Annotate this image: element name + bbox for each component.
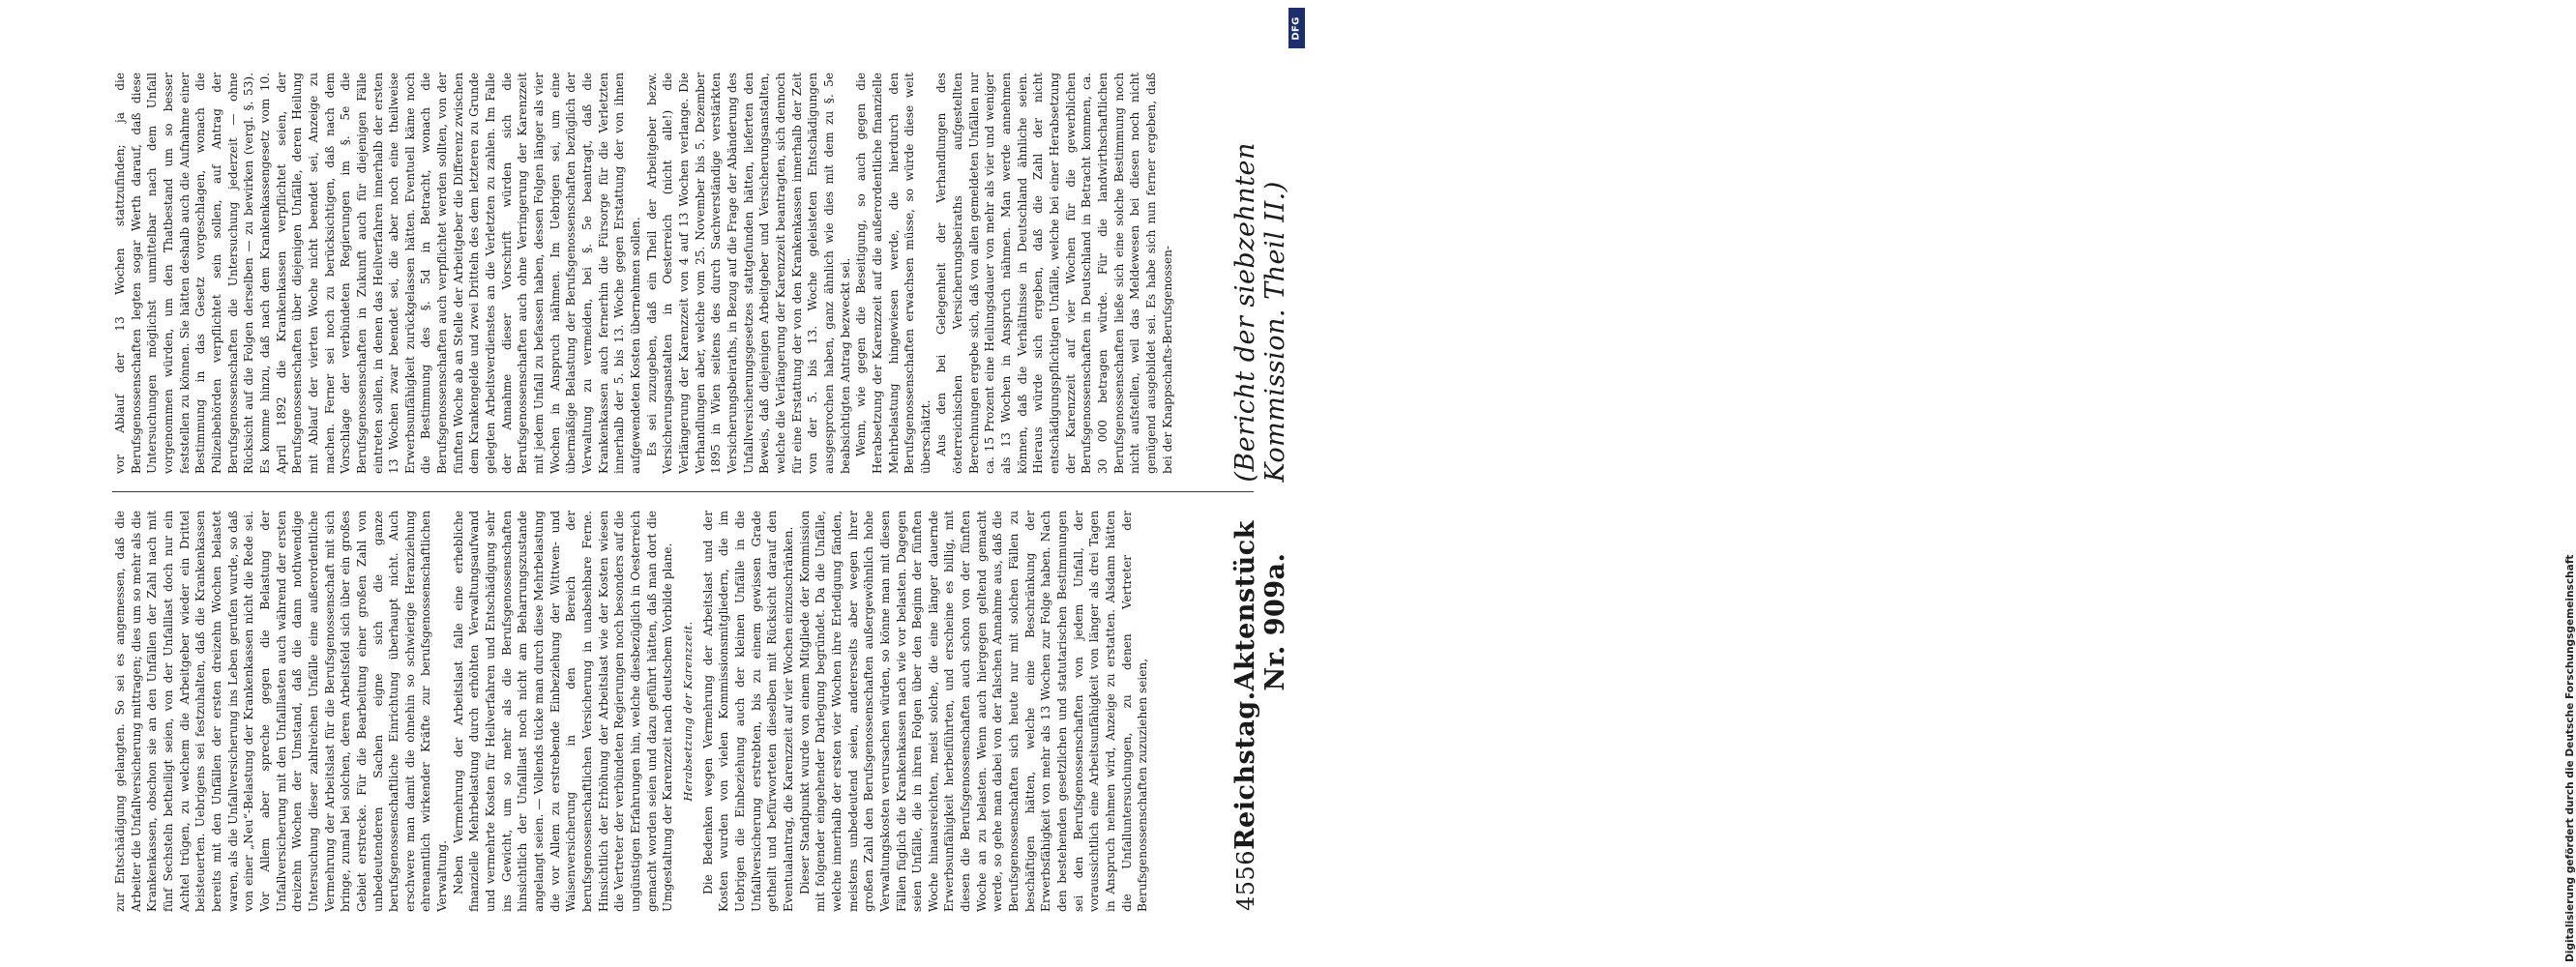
paragraph: Es sei zuzugeben, daß ein Theil der Arbeitgeber bezw. Versicherungsanstalten in Oesterreich (nicht alle!) die Verlängerung der Karenzzeit von 4 auf 13 Wochen verlange. Die Verhandlungen aber, welche vom 25. November bis 5. Dezember 1895 in Wien seitens des durch Sachverständige verstärkten Versicherungsbeiraths, in Bezug auf die Frage der Abänderung des Unfallversicherungsgesetzes stattgefunden hätten, lieferten den Beweis, daß diejenigen Arbeitgeber und Versicherungsanstalten, welche die Verlängerung der Karenzzeit beantragten, sich dennoch für eine Erstattung der von den Krankenkassen innerhalb der Zeit von der 5. bis 13. Woche geleisteten Entschädigungen ausgesprochen haben, ganz ähnlich wie dies mit dem zu §. 5e beabsichtigten Antrag bezweckt sei. <box>644 73 852 474</box>
paragraph: zur Entschädigung gelangten. So sei es angemessen, daß die Arbeiter die Unfallversicherung mittragen; dies um so mehr als die Krankenkassen, obschon sie an den Unfällen der Zahl nach mit fünf Sechsteln betheiligt seien, von der Unfalllast doch nur ein Achtel trügen, zu welchem die Arbeitgeber wieder ein Drittel beisteuerten. Uebrigens sei festzuhalten, daß die Krankenkassen bereits mit den Unfällen der ersten dreizehn Wochen belastet waren, als die Unfallversicherung ins Leben gerufen wurde, so daß von einer „Neu“-Belastung der Krankenkassen nicht die Rede sei. Vor Allem aber spreche gegen die Belastung der Unfallversicherung mit den Unfalllasten auch während der ersten dreizehn Wochen der Umstand, daß die dann nothwendige Untersuchung dieser zahlreichen Unfälle eine außerordentliche Vermehrung der Arbeitslast für die Berufsgenossenschaft mit sich bringe, zumal bei solchen, deren Arbeitsfeld sich über ein großes Gebiet erstrecke. Für die Bearbeitung einer großen Zahl von unbedeutenderen Sachen eigne sich die ganze berufsgenossenschaftliche Einrichtung überhaupt nicht. Auch erschwere man damit die ohnehin so schwierige Heranziehung ehrenamtlich wirkender Kräfte zur berufsgenossenschaftlichen Verwaltung. <box>113 511 450 912</box>
paragraph: Aus den bei Gelegenheit der Verhandlungen des österreichischen Versicherungsbeiraths aufgestellten Berechnungen ergebe sich, daß von allen gemeldeten Unfällen nur ca. 15 Prozent eine Heilungsdauer von mehr als vier und weniger als 13 Wochen in Anspruch nähmen. Man werde annehmen können, daß die Verhältnisse in Deutschland ähnliche seien. Hieraus würde sich ergeben, daß die Zahl der nicht entschädigungspflichtigen Unfälle, welche bei einer Herabsetzung der Karenzzeit auf vier Wochen für die gewerblichen Berufsgenossenschaften in Deutschland in Betracht kommen, ca. 30 000 betragen würde. Für die landwirthschaftlichen Berufsgenossenschaften ließe sich eine solche Bestimmung noch nicht aufstellen, weil das Meldewesen bei diesen noch nicht genügend ausgebildet sei. Es habe sich nun ferner ergeben, daß bei der Knappschafts-Berufsgenossen- <box>934 73 1174 474</box>
paragraph: Die Bedenken wegen Vermehrung der Arbeitslast und der Kosten wurden von vielen Kommissionsmitgliedern, die im Uebrigen die Einbeziehung auch der kleinen Unfälle in die Unfallversicherung erstrebten, bis zu einem gewissen Grade getheilt und befürworteten dieselben mit Rücksicht darauf den Eventualantrag, die Karenzzeit auf vier Wochen einzuschränken. <box>700 511 795 912</box>
dfg-logo <box>1288 8 1305 48</box>
digitization-credit <box>1270 0 2576 967</box>
paragraph: Wenn, wie gegen die Beseitigung, so auch gegen die Herabsetzung der Karenzzeit auf die außerordentliche finanzielle Mehrbelastung hingewiesen werde, die hierdurch den Berufsgenossenschaften erwachsen müsse, so würde diese weit überschätzt. <box>854 73 933 474</box>
header-reichstag: Reichstag. <box>1230 690 1260 850</box>
text-column-left <box>112 511 1196 912</box>
document-subtitle: (Bericht der siebzehnten Kommission. Theil II.) <box>1230 142 1290 483</box>
text-column-right <box>112 73 1196 474</box>
document-title: Aktenstück Nr. 909a. <box>1230 520 1290 691</box>
page-number: 4556 <box>1232 849 1259 911</box>
paragraph: vor Ablauf der 13 Wochen stattzufinden; ja die Berufsgenossenschaften legten sogar Werth darauf, daß diese Untersuchungen möglichst unmittelbar nach dem Unfall vorgenommen würden, um den Thatbestand um so besser feststellen zu können. Sie hätten deshalb auch die Aufnahme einer Bestimmung in das Gesetz vorgeschlagen, wonach die Polizeibehörden verpflichtet sein sollen, auf Antrag der Berufsgenossenschaften die Untersuchung jederzeit — ohne Rücksicht auf die Folgen derselben — zu bewirken (vergl. §. 53). Es komme hinzu, daß nach dem Krankenkassengesetz vom 10. April 1892 die Krankenkassen verpflichtet seien, der Berufsgenossenschaften über diejenigen Unfälle, deren Heilung mit Ablauf der vierten Woche nicht beendet sei, Anzeige zu machen. Ferner sei noch zu berücksichtigen, daß nach dem Vorschlage der verbündeten Regierungen im §. 5e die Berufsgenossenschaften in Zukunft auch für diejenigen Fälle eintreten sollen, in denen das Heilverfahren innerhalb der ersten 13 Wochen zwar beendet sei, die aber noch eine theilweise Erwerbsunfähigkeit zurückgelassen hätten. Eventuell käme noch die Bestimmung des §. 5d in Betracht, wonach die Berufsgenossenschaften auch verpflichtet werden sollten, von der fünften Woche ab an Stelle der Arbeitgeber die Differenz zwischen dem Krankengelde und zwei Dritteln des dem letzteren zu Grunde gelegten Arbeitsverdienstes an die Verletzten zu zahlen. Im Falle der Annahme dieser Vorschrift würden sich die Berufsgenossenschaften auch ohne Verringerung der Karenzzeit mit jedem Unfall zu befassen haben, dessen Folgen länger als vier Wochen in Anspruch nähmen. Im Uebrigen sei, um eine übermäßige Belastung der Berufsgenossenschaften bezüglich der Verwaltung zu vermeiden, bei §. 5e beantragt, daß die Krankenkassen auch fernerhin die Fürsorge für die Verletzten innerhalb der 5. bis 13. Woche gegen Erstattung der von ihnen aufgewendeten Kosten übernehmen sollen. <box>113 73 642 474</box>
digitization-note: Digitalisierung gefördert durch die Deutsche Forschungsgemeinschaft <box>2564 554 2576 962</box>
column-divider <box>112 491 1254 492</box>
section-heading: Herabsetzung der Karenzzeit. <box>680 621 695 802</box>
dfg-logo-text: DFG <box>1291 15 1302 41</box>
paragraph: Dieser Standpunkt wurde von einem Mitgliede der Kommission mit folgender eingehender Darlegung begründet. Da die Unfälle, welche innerhalb der ersten vier Wochen ihre Erledigung fänden, meistens unbedeutend seien, andererseits aber wegen ihrer großen Zahl den Berufsgenossenschaften außergewöhnlich hohe Verwaltungskosten verursachen würden, so könne man mit diesen Fällen füglich die Krankenkassen nach wie vor belasten. Dagegen seien Unfälle, die in ihren Folgen über den Beginn der fünften Woche hinausreichten, meist solche, die eine länger dauernde Erwerbsunfähigkeit herbeiführten, und erscheine es billig, mit diesen die Berufsgenossenschaften auch schon von der fünften Woche an zu belasten. Wenn auch hiergegen geltend gemacht werde, so gehe man dabei von der falschen Annahme aus, daß die Berufsgenossenschaften sich heute nur mit solchen Fällen zu beschäftigen hätten, welche eine Beschränkung der Erwerbsfähigkeit von mehr als 13 Wochen zur Folge haben. Nach den bestehenden gesetzlichen und statutarischen Bestimmungen sei den Berufsgenossenschaften von jedem Unfall, der voraussichtlich eine Arbeitsunfähigkeit von länger als drei Tagen in Anspruch nehmen wird, Anzeige zu erstatten. Alsdann hätten die Unfalluntersuchungen, zu denen Vertreter der Berufsgenossenschaften zuzuziehen seien, <box>797 511 1150 912</box>
paragraph: Neben Vermehrung der Arbeitslast falle eine erhebliche finanzielle Mehrbelastung durch erhöhten Verwaltungsaufwand und vermehrte Kosten für Heilverfahren und Entschädigung sehr ins Gewicht, um so mehr als die Berufsgenossenschaften hinsichtlich der Unfalllast noch nicht am Beharrungszustande angelangt seien. — Vollends tücke man durch diese Mehrbelastung die vor Allem zu erstrebende Einbeziehung der Wittwen- und Waisenversicherung in den Bereich der berufsgenossenschaftlichen Versicherung in unabsehbare Ferne. Hinsichtlich der Erhöhung der Arbeitslast wie der Kosten wiesen die Vertreter der verbündeten Regierungen noch besonders auf die ungünstigen Erfahrungen hin, welche diesbezüglich in Oesterreich gemacht worden seien und dazu geführt hätten, daß man dort die Umgestaltung der Karenzzeit nach deutschem Vorbilde plane. <box>451 511 675 912</box>
